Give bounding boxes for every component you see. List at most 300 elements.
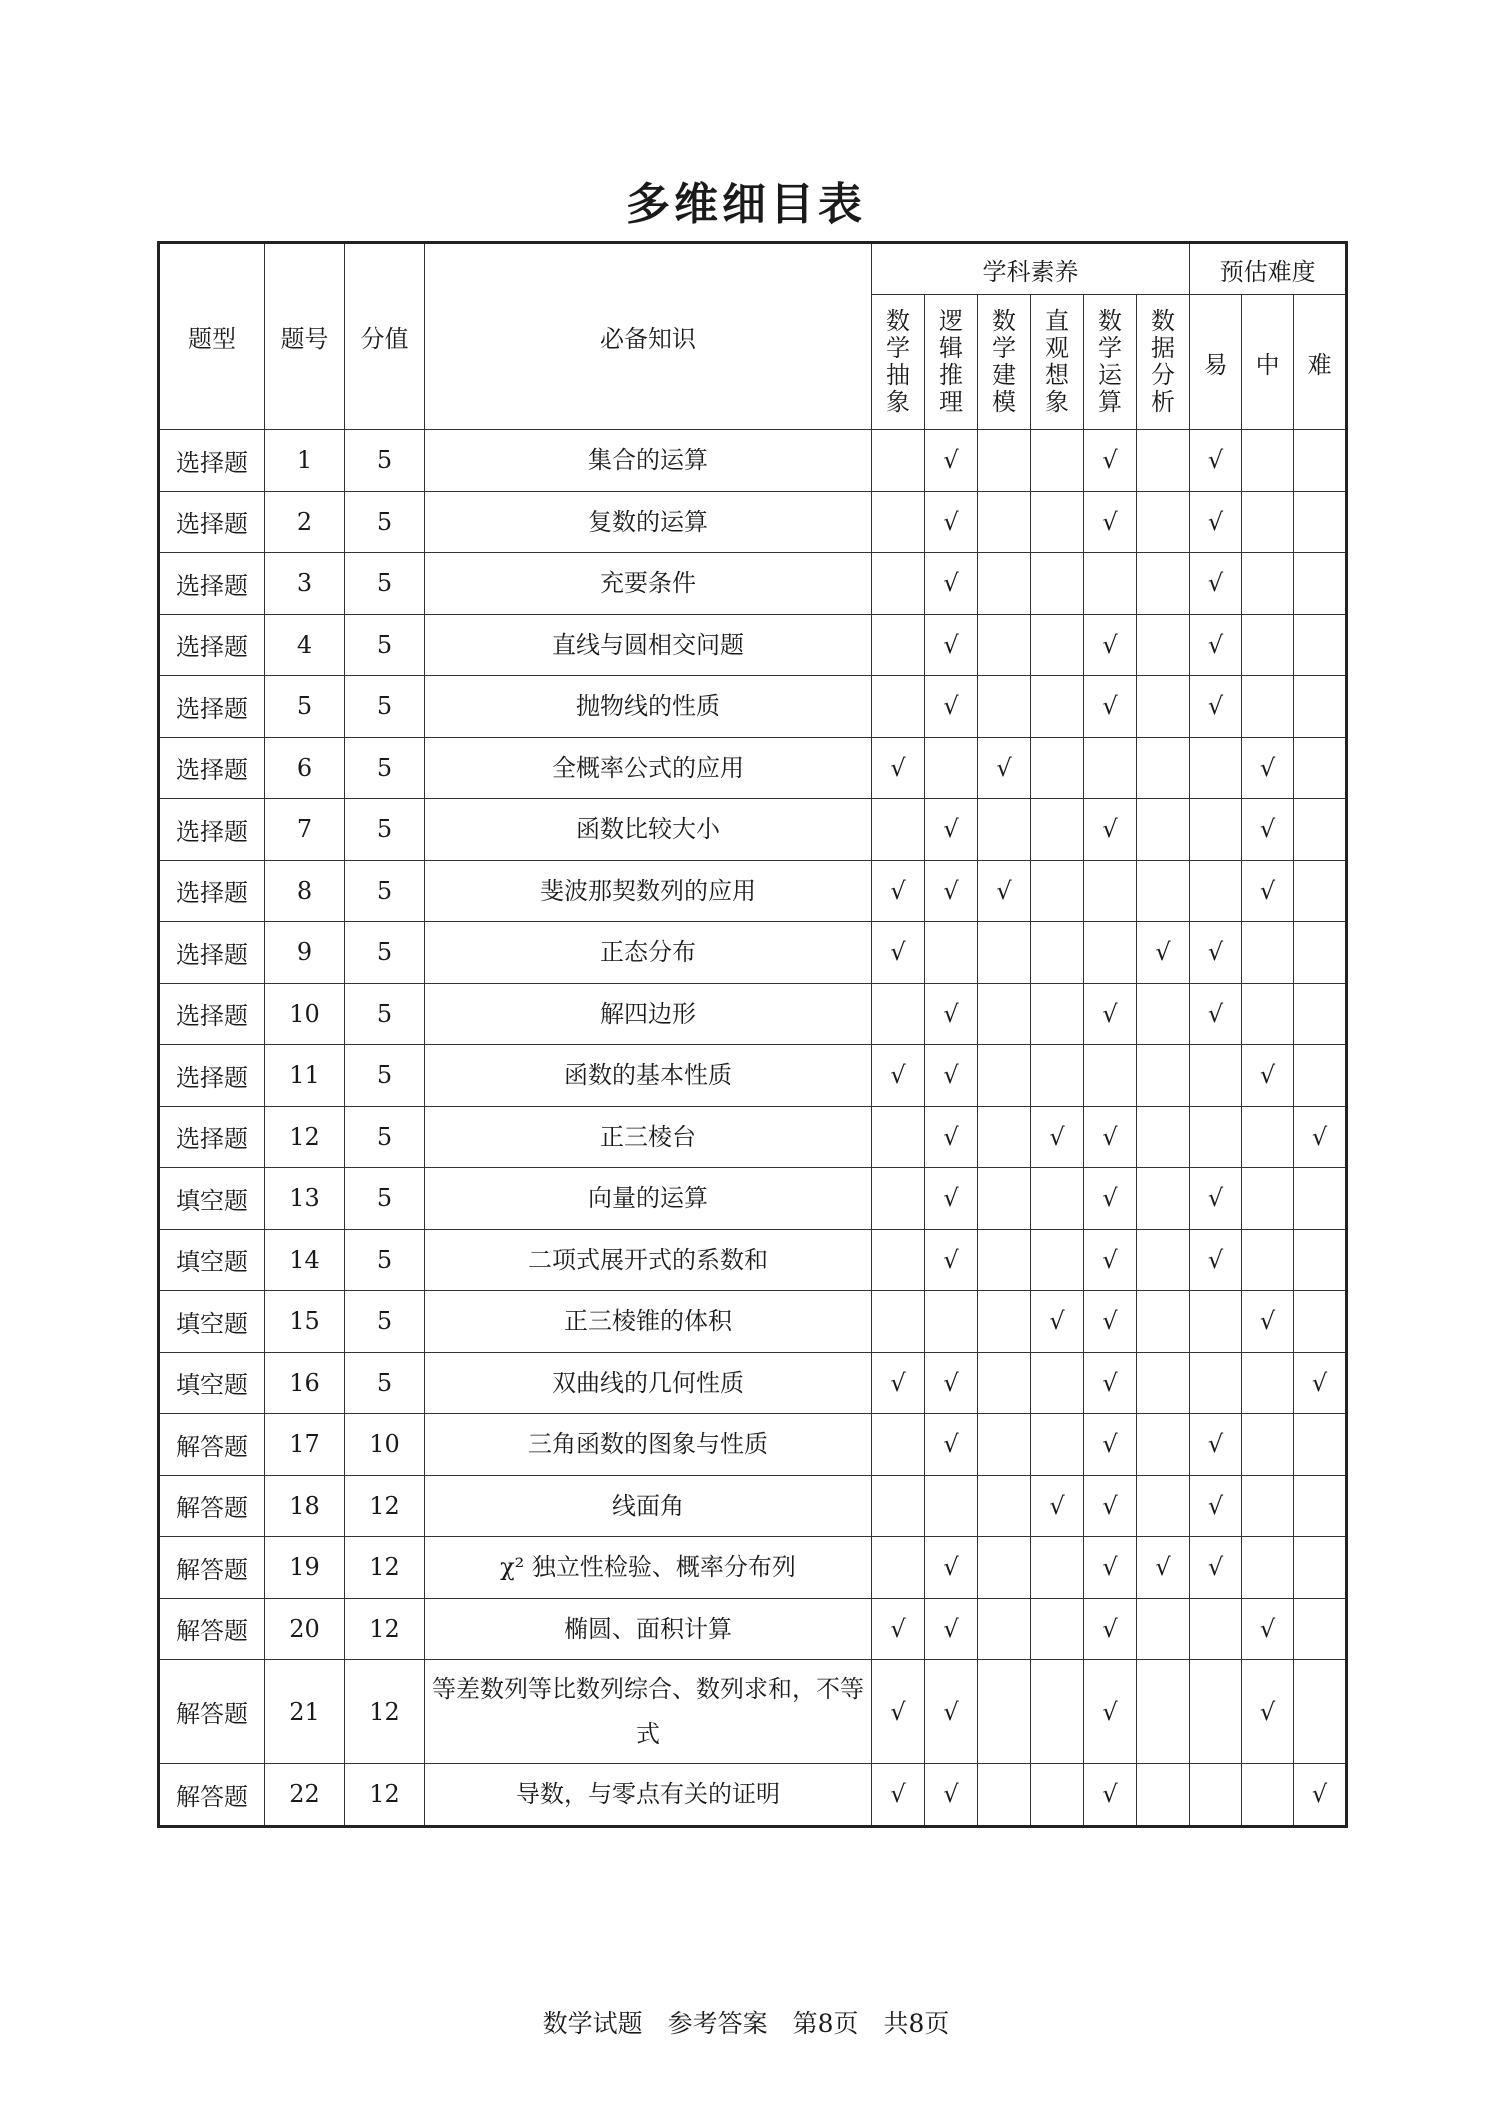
cell-literacy-4: √ [1084, 1475, 1137, 1537]
cell-type: 选择题 [159, 983, 265, 1045]
cell-literacy-0 [872, 799, 925, 861]
cell-literacy-5 [1137, 799, 1190, 861]
cell-score: 12 [345, 1598, 425, 1660]
cell-literacy-0 [872, 983, 925, 1045]
table-row [159, 430, 1347, 492]
cell-number: 6 [265, 737, 345, 799]
table-row [159, 1475, 1347, 1537]
header-literacy-2 [978, 295, 1031, 430]
header-literacy-group: 学科素养 [872, 243, 1190, 295]
cell-literacy-4 [1084, 860, 1137, 922]
cell-score: 5 [345, 860, 425, 922]
cell-literacy-0 [872, 1229, 925, 1291]
cell-knowledge: 三角函数的图象与性质 [425, 1414, 872, 1476]
cell-literacy-0: √ [872, 737, 925, 799]
cell-difficulty-0 [1190, 799, 1242, 861]
specification-table [157, 241, 1348, 1828]
cell-difficulty-0 [1190, 1352, 1242, 1414]
cell-literacy-1: √ [925, 1414, 978, 1476]
cell-literacy-4: √ [1084, 983, 1137, 1045]
cell-literacy-2 [978, 983, 1031, 1045]
cell-literacy-3 [1031, 1537, 1084, 1599]
table-row [159, 1414, 1347, 1476]
cell-difficulty-2 [1294, 799, 1347, 861]
cell-score: 5 [345, 1291, 425, 1353]
cell-type: 选择题 [159, 553, 265, 615]
cell-literacy-0 [872, 1537, 925, 1599]
cell-difficulty-1: √ [1242, 1660, 1294, 1764]
cell-knowledge: 集合的运算 [425, 430, 872, 492]
cell-literacy-2 [978, 1045, 1031, 1107]
cell-difficulty-1 [1242, 1764, 1294, 1827]
cell-literacy-5 [1137, 1414, 1190, 1476]
cell-score: 12 [345, 1764, 425, 1827]
cell-literacy-2 [978, 1291, 1031, 1353]
cell-number: 5 [265, 676, 345, 738]
cell-number: 18 [265, 1475, 345, 1537]
cell-type: 选择题 [159, 1045, 265, 1107]
cell-literacy-1: √ [925, 553, 978, 615]
cell-knowledge: 正三棱锥的体积 [425, 1291, 872, 1353]
header-literacy-5 [1137, 295, 1190, 430]
cell-difficulty-2 [1294, 553, 1347, 615]
cell-difficulty-2 [1294, 614, 1347, 676]
cell-literacy-2 [978, 799, 1031, 861]
cell-type: 选择题 [159, 614, 265, 676]
header-difficulty-1: 中 [1242, 295, 1294, 430]
cell-literacy-3 [1031, 676, 1084, 738]
cell-literacy-0 [872, 676, 925, 738]
cell-knowledge: 等差数列等比数列综合、数列求和，不等式 [425, 1660, 872, 1764]
cell-knowledge: 线面角 [425, 1475, 872, 1537]
cell-literacy-5 [1137, 1229, 1190, 1291]
cell-literacy-3 [1031, 799, 1084, 861]
cell-literacy-2 [978, 430, 1031, 492]
cell-literacy-4: √ [1084, 491, 1137, 553]
cell-difficulty-1 [1242, 922, 1294, 984]
cell-literacy-1 [925, 922, 978, 984]
cell-score: 10 [345, 1414, 425, 1476]
cell-difficulty-2: √ [1294, 1764, 1347, 1827]
cell-difficulty-0: √ [1190, 922, 1242, 984]
cell-type: 解答题 [159, 1764, 265, 1827]
cell-literacy-3 [1031, 614, 1084, 676]
cell-difficulty-1 [1242, 1168, 1294, 1230]
cell-difficulty-0: √ [1190, 553, 1242, 615]
cell-literacy-5 [1137, 676, 1190, 738]
cell-literacy-3 [1031, 1764, 1084, 1827]
cell-literacy-5 [1137, 430, 1190, 492]
cell-difficulty-1 [1242, 1475, 1294, 1537]
cell-literacy-3 [1031, 491, 1084, 553]
cell-type: 填空题 [159, 1352, 265, 1414]
cell-knowledge: 函数的基本性质 [425, 1045, 872, 1107]
cell-literacy-0: √ [872, 1045, 925, 1107]
cell-literacy-0 [872, 1414, 925, 1476]
cell-literacy-4: √ [1084, 1352, 1137, 1414]
cell-literacy-4: √ [1084, 799, 1137, 861]
cell-literacy-1 [925, 737, 978, 799]
cell-literacy-1: √ [925, 430, 978, 492]
cell-difficulty-1: √ [1242, 1598, 1294, 1660]
cell-type: 选择题 [159, 430, 265, 492]
cell-literacy-2 [978, 553, 1031, 615]
cell-difficulty-0: √ [1190, 1168, 1242, 1230]
cell-difficulty-1 [1242, 553, 1294, 615]
cell-difficulty-1 [1242, 1229, 1294, 1291]
table-row [159, 1291, 1347, 1353]
cell-literacy-3 [1031, 860, 1084, 922]
cell-literacy-3 [1031, 983, 1084, 1045]
cell-literacy-4: √ [1084, 1764, 1137, 1827]
cell-literacy-3: √ [1031, 1475, 1084, 1537]
cell-knowledge: 解四边形 [425, 983, 872, 1045]
cell-number: 13 [265, 1168, 345, 1230]
cell-literacy-1: √ [925, 1660, 978, 1764]
cell-number: 16 [265, 1352, 345, 1414]
table-row [159, 1537, 1347, 1599]
cell-literacy-5 [1137, 1291, 1190, 1353]
cell-difficulty-2 [1294, 491, 1347, 553]
table-row [159, 1352, 1347, 1414]
cell-literacy-1: √ [925, 1598, 978, 1660]
cell-literacy-0 [872, 491, 925, 553]
cell-type: 选择题 [159, 491, 265, 553]
cell-knowledge: 导数，与零点有关的证明 [425, 1764, 872, 1827]
cell-literacy-3 [1031, 737, 1084, 799]
header-literacy-0 [872, 295, 925, 430]
cell-difficulty-0 [1190, 1291, 1242, 1353]
cell-literacy-5 [1137, 1106, 1190, 1168]
cell-knowledge: 抛物线的性质 [425, 676, 872, 738]
cell-literacy-4 [1084, 553, 1137, 615]
header-score: 分值 [345, 243, 425, 430]
cell-knowledge: χ² 独立性检验、概率分布列 [425, 1537, 872, 1599]
cell-literacy-0 [872, 1106, 925, 1168]
cell-literacy-5: √ [1137, 922, 1190, 984]
cell-literacy-2: √ [978, 860, 1031, 922]
cell-score: 12 [345, 1660, 425, 1764]
cell-difficulty-1 [1242, 1537, 1294, 1599]
cell-type: 填空题 [159, 1229, 265, 1291]
cell-score: 5 [345, 676, 425, 738]
cell-knowledge: 双曲线的几何性质 [425, 1352, 872, 1414]
cell-difficulty-0: √ [1190, 614, 1242, 676]
cell-literacy-4 [1084, 1045, 1137, 1107]
table-row [159, 1106, 1347, 1168]
header-type: 题型 [159, 243, 265, 430]
cell-difficulty-2 [1294, 430, 1347, 492]
cell-literacy-0: √ [872, 1660, 925, 1764]
cell-literacy-1: √ [925, 614, 978, 676]
header-literacy-label: 数学抽象 [886, 307, 910, 416]
header-literacy-label: 数据分析 [1151, 307, 1176, 416]
table-row [159, 1660, 1347, 1764]
cell-difficulty-0 [1190, 1106, 1242, 1168]
cell-number: 12 [265, 1106, 345, 1168]
cell-number: 20 [265, 1598, 345, 1660]
cell-knowledge: 复数的运算 [425, 491, 872, 553]
table-row [159, 614, 1347, 676]
cell-literacy-1: √ [925, 676, 978, 738]
cell-difficulty-0: √ [1190, 1414, 1242, 1476]
cell-literacy-0 [872, 430, 925, 492]
table-row [159, 491, 1347, 553]
cell-literacy-4: √ [1084, 1291, 1137, 1353]
cell-literacy-0 [872, 614, 925, 676]
cell-difficulty-0: √ [1190, 676, 1242, 738]
cell-difficulty-2 [1294, 676, 1347, 738]
cell-difficulty-0 [1190, 1045, 1242, 1107]
cell-literacy-2 [978, 1229, 1031, 1291]
cell-literacy-5 [1137, 1764, 1190, 1827]
cell-literacy-5 [1137, 1475, 1190, 1537]
cell-knowledge: 正三棱台 [425, 1106, 872, 1168]
cell-literacy-4: √ [1084, 1414, 1137, 1476]
cell-difficulty-1 [1242, 430, 1294, 492]
cell-literacy-0: √ [872, 1352, 925, 1414]
cell-difficulty-2 [1294, 1045, 1347, 1107]
cell-difficulty-2 [1294, 1537, 1347, 1599]
cell-difficulty-1: √ [1242, 737, 1294, 799]
table-row [159, 1168, 1347, 1230]
header-literacy-label: 数学运算 [1098, 307, 1122, 416]
cell-literacy-4: √ [1084, 1106, 1137, 1168]
cell-difficulty-2 [1294, 1660, 1347, 1764]
cell-literacy-1: √ [925, 1352, 978, 1414]
cell-type: 选择题 [159, 922, 265, 984]
header-difficulty-group: 预估难度 [1190, 243, 1347, 295]
cell-knowledge: 全概率公式的应用 [425, 737, 872, 799]
cell-literacy-2 [978, 1352, 1031, 1414]
cell-literacy-2: √ [978, 737, 1031, 799]
table-row [159, 676, 1347, 738]
cell-literacy-0 [872, 1475, 925, 1537]
cell-literacy-1: √ [925, 1168, 978, 1230]
cell-literacy-0 [872, 553, 925, 615]
cell-score: 12 [345, 1537, 425, 1599]
cell-difficulty-1 [1242, 1352, 1294, 1414]
cell-number: 1 [265, 430, 345, 492]
cell-difficulty-2 [1294, 1598, 1347, 1660]
cell-type: 选择题 [159, 676, 265, 738]
header-literacy-4 [1084, 295, 1137, 430]
cell-difficulty-0: √ [1190, 1537, 1242, 1599]
cell-number: 19 [265, 1537, 345, 1599]
cell-score: 12 [345, 1475, 425, 1537]
cell-literacy-1: √ [925, 1537, 978, 1599]
table-row [159, 737, 1347, 799]
cell-literacy-0: √ [872, 1764, 925, 1827]
cell-type: 选择题 [159, 860, 265, 922]
cell-number: 8 [265, 860, 345, 922]
cell-literacy-3 [1031, 1352, 1084, 1414]
cell-number: 7 [265, 799, 345, 861]
header-literacy-1 [925, 295, 978, 430]
cell-difficulty-2 [1294, 1291, 1347, 1353]
table-row [159, 553, 1347, 615]
cell-literacy-0: √ [872, 860, 925, 922]
cell-number: 10 [265, 983, 345, 1045]
cell-score: 5 [345, 737, 425, 799]
cell-difficulty-1: √ [1242, 1291, 1294, 1353]
cell-literacy-3 [1031, 922, 1084, 984]
cell-literacy-5 [1137, 1045, 1190, 1107]
cell-type: 选择题 [159, 737, 265, 799]
cell-knowledge: 正态分布 [425, 922, 872, 984]
cell-score: 5 [345, 491, 425, 553]
table-row [159, 983, 1347, 1045]
table-row [159, 1229, 1347, 1291]
cell-literacy-3 [1031, 1660, 1084, 1764]
cell-difficulty-1: √ [1242, 799, 1294, 861]
cell-type: 解答题 [159, 1475, 265, 1537]
cell-literacy-4: √ [1084, 1537, 1137, 1599]
cell-score: 5 [345, 983, 425, 1045]
cell-literacy-3: √ [1031, 1291, 1084, 1353]
cell-score: 5 [345, 1352, 425, 1414]
cell-score: 5 [345, 430, 425, 492]
cell-knowledge: 充要条件 [425, 553, 872, 615]
cell-difficulty-0: √ [1190, 430, 1242, 492]
cell-number: 2 [265, 491, 345, 553]
cell-number: 21 [265, 1660, 345, 1764]
cell-type: 解答题 [159, 1660, 265, 1764]
cell-difficulty-2: √ [1294, 1106, 1347, 1168]
cell-difficulty-2 [1294, 922, 1347, 984]
cell-type: 填空题 [159, 1168, 265, 1230]
cell-literacy-2 [978, 1106, 1031, 1168]
cell-literacy-2 [978, 1414, 1031, 1476]
cell-literacy-4: √ [1084, 430, 1137, 492]
cell-difficulty-2 [1294, 1229, 1347, 1291]
cell-difficulty-1 [1242, 983, 1294, 1045]
cell-literacy-4: √ [1084, 676, 1137, 738]
cell-literacy-1: √ [925, 983, 978, 1045]
cell-literacy-2 [978, 1598, 1031, 1660]
header-literacy-3 [1031, 295, 1084, 430]
cell-difficulty-2 [1294, 983, 1347, 1045]
cell-difficulty-0 [1190, 860, 1242, 922]
header-difficulty-2: 难 [1294, 295, 1347, 430]
cell-literacy-5 [1137, 1598, 1190, 1660]
cell-difficulty-0: √ [1190, 491, 1242, 553]
cell-knowledge: 向量的运算 [425, 1168, 872, 1230]
cell-type: 选择题 [159, 799, 265, 861]
cell-literacy-5 [1137, 983, 1190, 1045]
cell-literacy-4: √ [1084, 614, 1137, 676]
cell-score: 5 [345, 1168, 425, 1230]
cell-number: 22 [265, 1764, 345, 1827]
header-difficulty-0: 易 [1190, 295, 1242, 430]
cell-literacy-3 [1031, 1168, 1084, 1230]
cell-difficulty-2 [1294, 737, 1347, 799]
cell-difficulty-0: √ [1190, 1229, 1242, 1291]
cell-literacy-2 [978, 1660, 1031, 1764]
cell-difficulty-1 [1242, 1414, 1294, 1476]
cell-knowledge: 斐波那契数列的应用 [425, 860, 872, 922]
cell-difficulty-0: √ [1190, 1475, 1242, 1537]
cell-literacy-4 [1084, 737, 1137, 799]
cell-score: 5 [345, 553, 425, 615]
cell-literacy-3 [1031, 1598, 1084, 1660]
cell-score: 5 [345, 1045, 425, 1107]
cell-number: 3 [265, 553, 345, 615]
table-row [159, 860, 1347, 922]
cell-literacy-5 [1137, 553, 1190, 615]
cell-literacy-5 [1137, 1660, 1190, 1764]
cell-score: 5 [345, 1229, 425, 1291]
cell-literacy-1: √ [925, 1106, 978, 1168]
cell-literacy-2 [978, 1168, 1031, 1230]
cell-literacy-1: √ [925, 799, 978, 861]
cell-score: 5 [345, 799, 425, 861]
cell-literacy-1: √ [925, 1229, 978, 1291]
cell-difficulty-0: √ [1190, 983, 1242, 1045]
cell-literacy-4: √ [1084, 1168, 1137, 1230]
cell-number: 9 [265, 922, 345, 984]
cell-number: 15 [265, 1291, 345, 1353]
cell-literacy-1: √ [925, 491, 978, 553]
cell-literacy-1: √ [925, 1045, 978, 1107]
cell-difficulty-1: √ [1242, 1045, 1294, 1107]
cell-literacy-2 [978, 1537, 1031, 1599]
cell-difficulty-1 [1242, 614, 1294, 676]
cell-difficulty-2: √ [1294, 1352, 1347, 1414]
header-number: 题号 [265, 243, 345, 430]
table-row [159, 1764, 1347, 1827]
cell-literacy-1: √ [925, 1764, 978, 1827]
cell-literacy-2 [978, 614, 1031, 676]
cell-literacy-4: √ [1084, 1229, 1137, 1291]
cell-literacy-1: √ [925, 860, 978, 922]
cell-knowledge: 二项式展开式的系数和 [425, 1229, 872, 1291]
cell-literacy-3 [1031, 1414, 1084, 1476]
cell-literacy-1 [925, 1291, 978, 1353]
cell-score: 5 [345, 614, 425, 676]
cell-difficulty-0 [1190, 1598, 1242, 1660]
header-literacy-label: 逻辑推理 [939, 307, 963, 416]
cell-number: 4 [265, 614, 345, 676]
cell-literacy-3 [1031, 430, 1084, 492]
cell-literacy-4 [1084, 922, 1137, 984]
cell-literacy-5 [1137, 1168, 1190, 1230]
cell-literacy-0: √ [872, 1598, 925, 1660]
cell-difficulty-2 [1294, 860, 1347, 922]
cell-number: 17 [265, 1414, 345, 1476]
cell-difficulty-0 [1190, 1660, 1242, 1764]
cell-difficulty-2 [1294, 1168, 1347, 1230]
cell-literacy-5 [1137, 614, 1190, 676]
cell-literacy-4: √ [1084, 1660, 1137, 1764]
cell-literacy-4: √ [1084, 1598, 1137, 1660]
cell-difficulty-0 [1190, 737, 1242, 799]
cell-type: 填空题 [159, 1291, 265, 1353]
cell-difficulty-0 [1190, 1764, 1242, 1827]
cell-literacy-5 [1137, 1352, 1190, 1414]
cell-number: 14 [265, 1229, 345, 1291]
cell-score: 5 [345, 922, 425, 984]
page-footer: 数学试题 参考答案 第8页 共8页 [542, 2009, 950, 2038]
cell-literacy-2 [978, 1764, 1031, 1827]
cell-literacy-0 [872, 1168, 925, 1230]
cell-difficulty-1: √ [1242, 860, 1294, 922]
cell-literacy-5 [1137, 491, 1190, 553]
cell-literacy-3 [1031, 1045, 1084, 1107]
cell-type: 解答题 [159, 1414, 265, 1476]
cell-literacy-2 [978, 922, 1031, 984]
cell-knowledge: 函数比较大小 [425, 799, 872, 861]
